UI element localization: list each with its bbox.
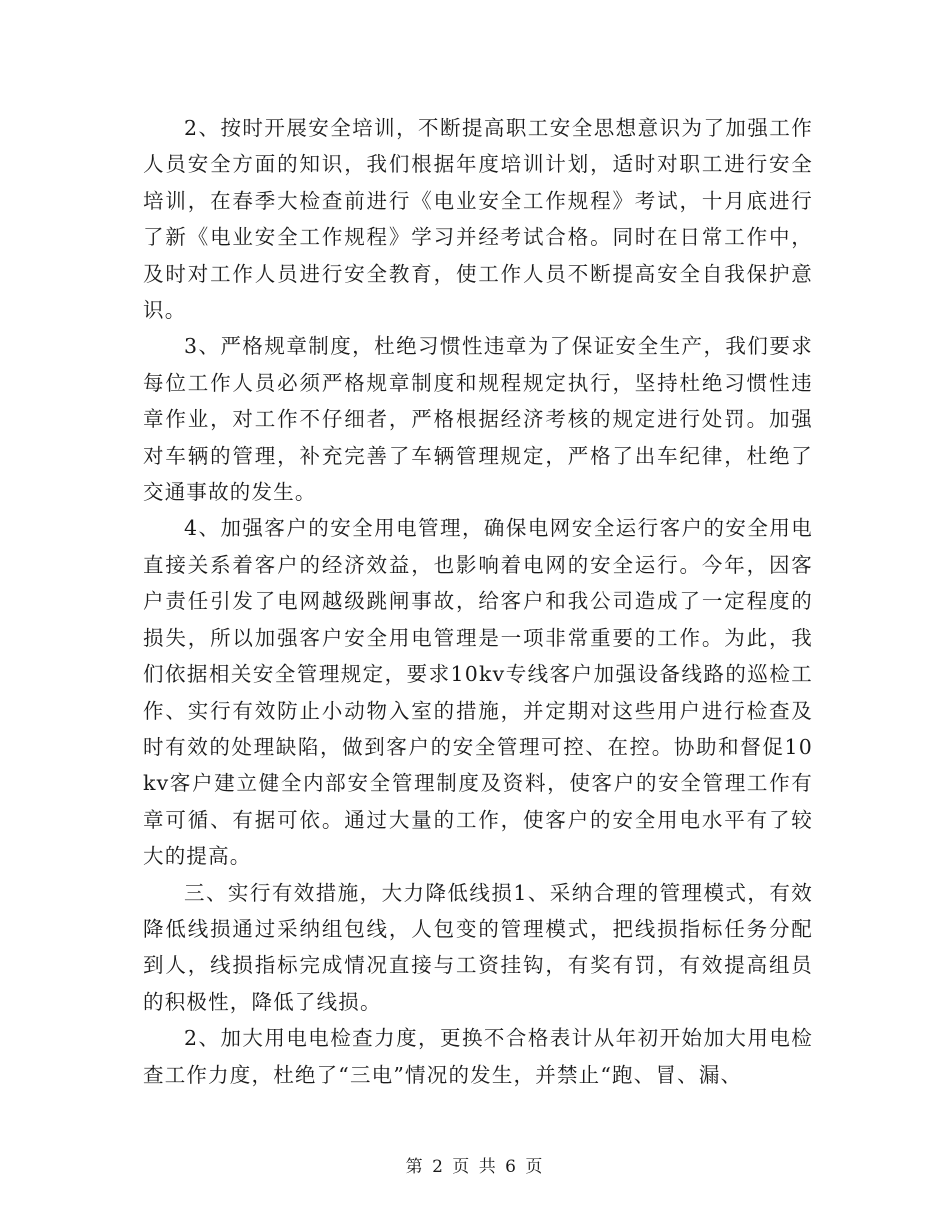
paragraph-inspection: 2、加大用电电检查力度，更换不合格表计从年初开始加大用电检查工作力度，杜绝了“三电”情况的发生，并禁止“跑、冒、漏、	[143, 1026, 813, 1087]
paragraph-customer-safety: 4、加强客户的安全用电管理，确保电网安全运行客户的安全用电直接关系着客户的经济效益，也影响着电网的安全运行。今年，因客户责任引发了电网越级跳闸事故，给客户和我公司造成了一定程度的损失，所以加强客户安全用电管理是一项非常重要的工作。为此，我们依据相关安全管理规定，要求10kv专线客户加强设备线路的巡检工作、实行有效防止小动物入室的措施，并定期对这些用户进行检查及时有效的处理缺陷，做到客户的安全管理可控、在控。协助和督促10kv客户建立健全内部安全管理制度及资料，使客户的安全管理工作有章可循、有据可依。通过大量的工作，使客户的安全用电水平有了较大的提高。	[143, 516, 813, 869]
document-body	[143, 110, 813, 1093]
paragraph-rules-regulations: 3、严格规章制度，杜绝习惯性违章为了保证安全生产，我们要求每位工作人员必须严格规章制度和规程规定执行，坚持杜绝习惯性违章作业，对工作不仔细者，严格根据经济考核的规定进行处罚。加强对车辆的管理，补充完善了车辆管理规定，严格了出车纪律，杜绝了交通事故的发生。	[143, 334, 813, 505]
paragraph-safety-training: 2、按时开展安全培训，不断提高职工安全思想意识为了加强工作人员安全方面的知识，我们根据年度培训计划，适时对职工进行安全培训，在春季大检查前进行《电业安全工作规程》考试，十月底进行了新《电业安全工作规程》学习并经考试合格。同时在日常工作中，及时对工作人员进行安全教育，使工作人员不断提高安全自我保护意识。	[143, 116, 813, 323]
page-footer: 第 2 页 共 6 页	[405, 1157, 545, 1177]
paragraph-line-loss: 三、实行有效措施，大力降低线损1、采纳合理的管理模式，有效降低线损通过采纳组包线，人包变的管理模式，把线损指标任务分配到人，线损指标完成情况直接与工资挂钩，有奖有罚，有效提高组员的积极性，降低了线损。	[143, 880, 813, 1014]
